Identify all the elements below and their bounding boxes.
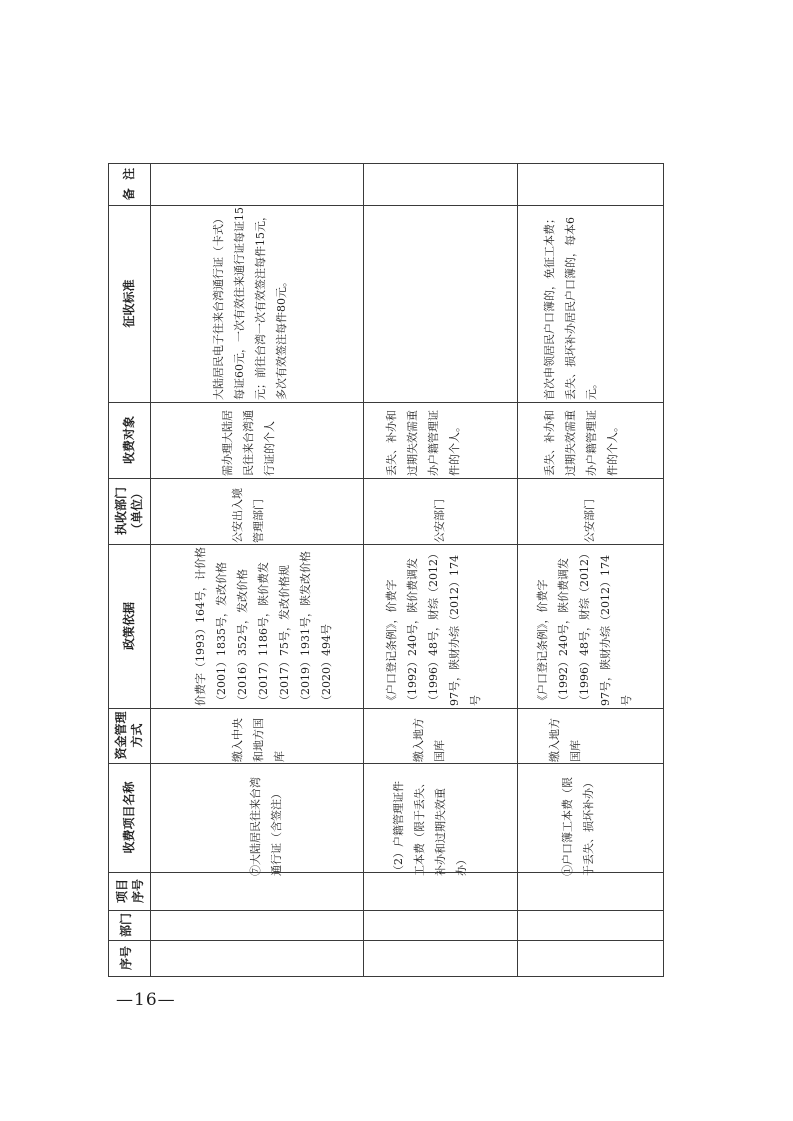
row1-exec-dept: 公安出入境管理部门 [231, 488, 265, 543]
header-seq: 序号 [119, 946, 133, 971]
row3-item-name: ①户口簿工本费（限于丢失、损坏补办） [561, 777, 595, 876]
row3-policy: 《户口登记条例》，价费字（1992）240号，陕价费调发（1996）48号，财综（2012）97号，陕财办综（2012）174号 [536, 548, 633, 706]
row1-target: 需办理大陆居民往来台湾通行证的个人 [221, 410, 276, 476]
header-standard: 征收标准 [122, 279, 136, 328]
row2-item-name: （2）户籍管理证件工本费（限于丢失、补办和过期失效重办） [392, 777, 468, 876]
header-target: 收费对象 [122, 416, 136, 465]
header-dept: 部门 [119, 913, 133, 938]
table-border-right [663, 163, 664, 977]
row2-policy: 《户口登记条例》，价费字（1992）240号，陕价费调发（1996）48号，财综（2012）97号，陕财办综（2012）174号 [385, 548, 482, 706]
header-item-name: 收费项目名称 [122, 781, 136, 854]
row1-policy: 价费字（1993）164号，计价格（2001）1835号，发改价格（2016）352号，发改价格（2017）1186号，陕价费发（2017）75号，发改价格规（2019）1931号，陕发改价格（2020）494号 [194, 547, 333, 706]
header-remark: 备 注 [122, 167, 136, 201]
table-row [517, 163, 663, 977]
row1-fund-mgmt: 缴入中央和地方国库 [231, 718, 286, 762]
header-fund-mgmt: 资金管理 方式 [114, 711, 145, 760]
row2-fund-mgmt: 缴入地方国库 [412, 718, 446, 762]
table-row [363, 163, 517, 977]
row3-standard: 首次申领居民户口簿的，免征工本费；丢失、损坏补办居民户口簿的，每本6元。 [543, 213, 598, 400]
table-row [150, 163, 363, 977]
row3-fund-mgmt: 缴入地方国库 [548, 718, 582, 762]
header-exec-dept: 执收部门 （单位） [114, 487, 145, 536]
header-policy: 政策依据 [122, 602, 136, 651]
row1-standard: 大陆居民电子往来台湾通行证（卡式）每证60元，一次有效往来通行证每证15元；前往台湾一次有效签注每件15元，多次有效签注每件80元。 [212, 207, 288, 400]
row2-exec-dept: 公安部门 [433, 499, 446, 543]
header-item-seq: 项目 序号 [115, 879, 146, 904]
row3-target: 丢失、补办和过期失效需重办户籍管理证件的个人。 [543, 410, 619, 476]
page-number: —16— [116, 990, 176, 1010]
row1-item-name: ⑦大陆居民往来台湾通行证（含签注） [249, 777, 283, 876]
row2-target: 丢失、补办和过期失效需重办户籍管理证件的个人。 [385, 410, 461, 476]
row3-exec-dept: 公安部门 [583, 499, 596, 543]
